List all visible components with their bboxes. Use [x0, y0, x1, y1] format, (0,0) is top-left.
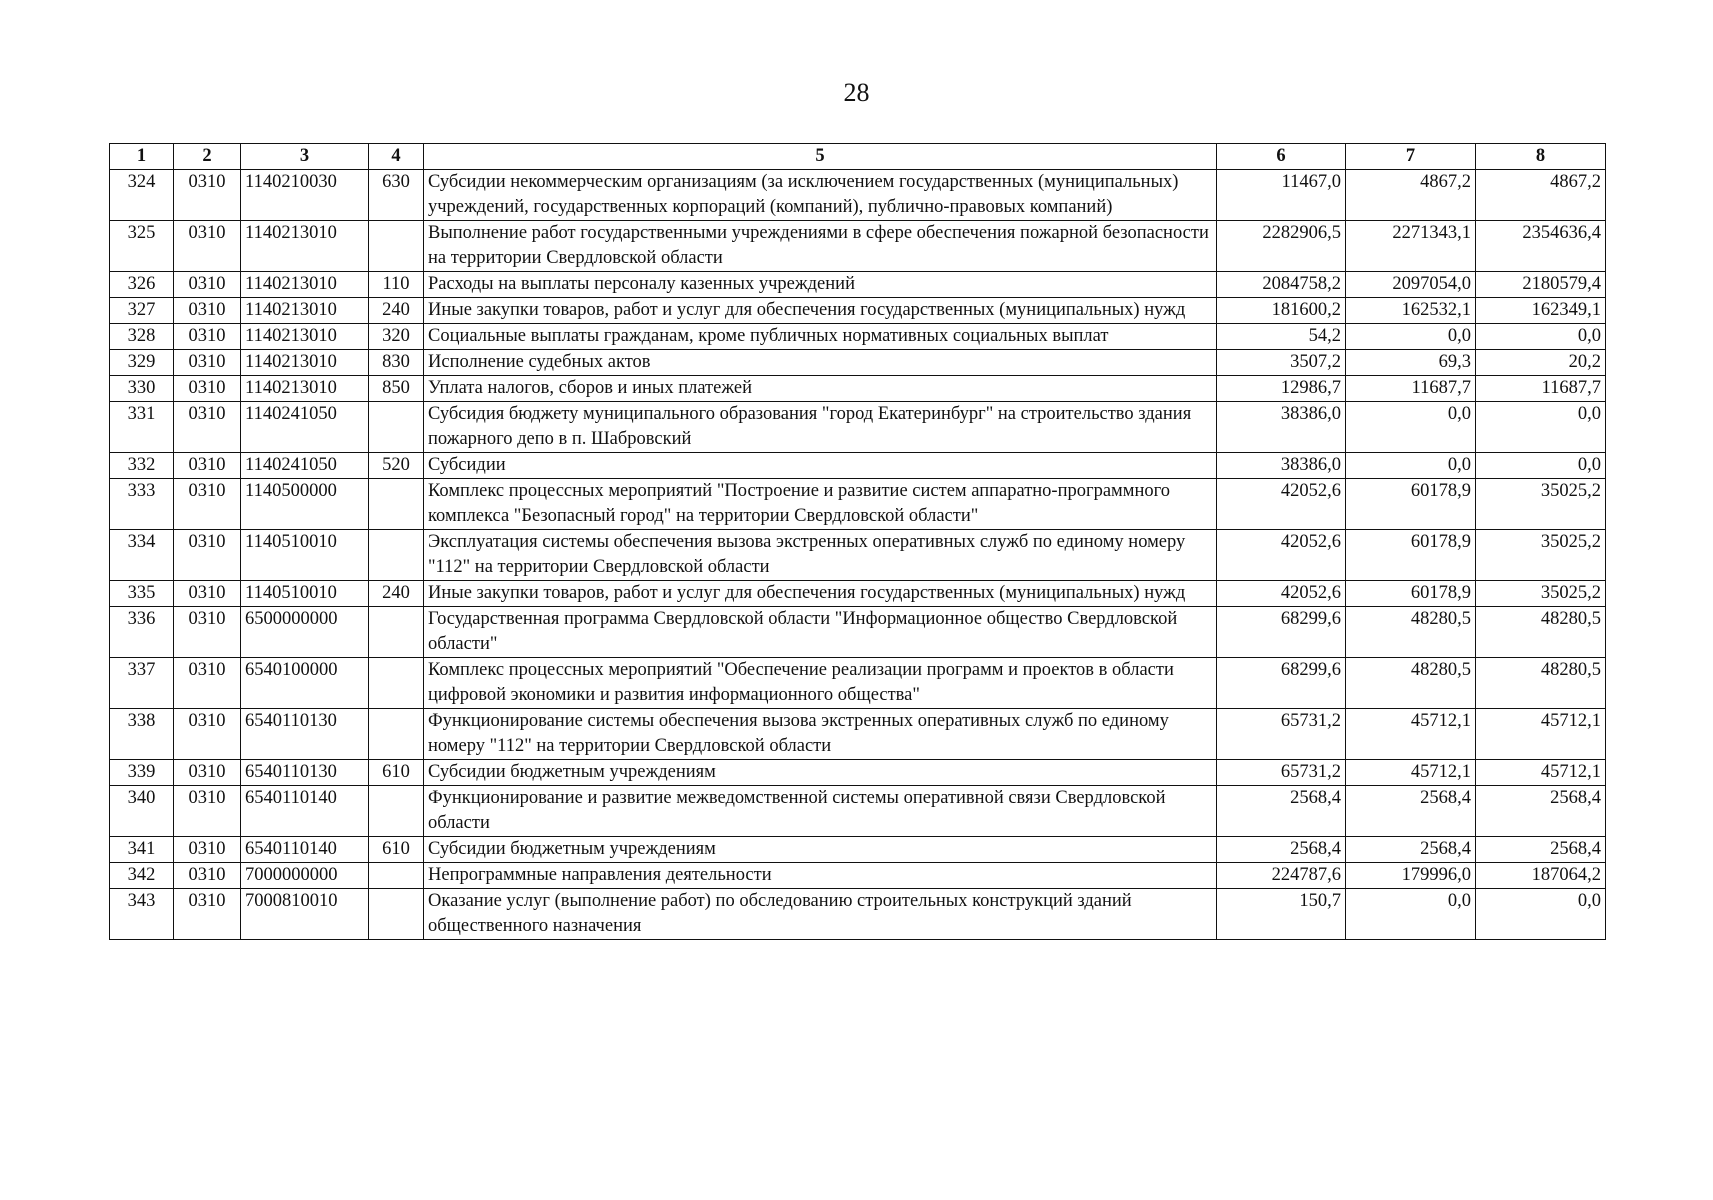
- target-code-cell: 1140213010: [241, 376, 369, 402]
- expense-kind-cell: 240: [369, 581, 424, 607]
- amount-col-6-cell: 181600,2: [1217, 298, 1346, 324]
- section-code-cell: 0310: [174, 272, 241, 298]
- amount-col-7-cell: 2568,4: [1346, 786, 1476, 837]
- table-row: [110, 324, 1606, 350]
- table-row: [110, 760, 1606, 786]
- amount-col-8-cell: 45712,1: [1476, 709, 1606, 760]
- header-col-5: 5: [424, 144, 1217, 170]
- amount-col-7-cell: 0,0: [1346, 402, 1476, 453]
- section-code-cell: 0310: [174, 760, 241, 786]
- item-name-cell: Социальные выплаты гражданам, кроме публичных нормативных социальных выплат: [424, 324, 1217, 350]
- table-row: [110, 453, 1606, 479]
- row-number-cell: 337: [110, 658, 174, 709]
- amount-col-6-cell: 2084758,2: [1217, 272, 1346, 298]
- table-row: [110, 889, 1606, 940]
- amount-col-7-cell: 179996,0: [1346, 863, 1476, 889]
- target-code-cell: 1140241050: [241, 453, 369, 479]
- expense-kind-cell: 240: [369, 298, 424, 324]
- amount-col-6-cell: 11467,0: [1217, 170, 1346, 221]
- item-name-cell: Комплекс процессных мероприятий "Обеспечение реализации программ и проектов в области цифровой экономики и развития информационного общества": [424, 658, 1217, 709]
- section-code-cell: 0310: [174, 658, 241, 709]
- amount-col-8-cell: 2180579,4: [1476, 272, 1606, 298]
- header-col-7: 7: [1346, 144, 1476, 170]
- target-code-cell: 7000000000: [241, 863, 369, 889]
- expense-kind-cell: 610: [369, 837, 424, 863]
- header-row: [110, 144, 1606, 170]
- item-name-cell: Эксплуатация системы обеспечения вызова экстренных оперативных служб по единому номеру "112" на территории Свердловской области: [424, 530, 1217, 581]
- amount-col-7-cell: 60178,9: [1346, 479, 1476, 530]
- section-code-cell: 0310: [174, 453, 241, 479]
- row-number-cell: 341: [110, 837, 174, 863]
- amount-col-8-cell: 35025,2: [1476, 530, 1606, 581]
- table-row: [110, 837, 1606, 863]
- amount-col-8-cell: 20,2: [1476, 350, 1606, 376]
- header-col-2: 2: [174, 144, 241, 170]
- target-code-cell: 6540110130: [241, 709, 369, 760]
- expense-kind-cell: [369, 402, 424, 453]
- item-name-cell: Иные закупки товаров, работ и услуг для обеспечения государственных (муниципальных) нужд: [424, 581, 1217, 607]
- item-name-cell: Государственная программа Свердловской области "Информационное общество Свердловской области": [424, 607, 1217, 658]
- target-code-cell: 1140241050: [241, 402, 369, 453]
- amount-col-8-cell: 2568,4: [1476, 837, 1606, 863]
- expense-kind-cell: 850: [369, 376, 424, 402]
- table-row: [110, 786, 1606, 837]
- amount-col-7-cell: 0,0: [1346, 453, 1476, 479]
- row-number-cell: 330: [110, 376, 174, 402]
- amount-col-8-cell: 162349,1: [1476, 298, 1606, 324]
- item-name-cell: Субсидии бюджетным учреждениям: [424, 760, 1217, 786]
- section-code-cell: 0310: [174, 479, 241, 530]
- amount-col-7-cell: 2568,4: [1346, 837, 1476, 863]
- section-code-cell: 0310: [174, 170, 241, 221]
- table-row: [110, 272, 1606, 298]
- table-row: [110, 607, 1606, 658]
- amount-col-8-cell: 11687,7: [1476, 376, 1606, 402]
- target-code-cell: 1140510010: [241, 530, 369, 581]
- amount-col-8-cell: 35025,2: [1476, 479, 1606, 530]
- target-code-cell: 1140213010: [241, 298, 369, 324]
- amount-col-6-cell: 3507,2: [1217, 350, 1346, 376]
- item-name-cell: Уплата налогов, сборов и иных платежей: [424, 376, 1217, 402]
- amount-col-6-cell: 65731,2: [1217, 760, 1346, 786]
- expense-kind-cell: [369, 863, 424, 889]
- table-body: [110, 170, 1606, 940]
- row-number-cell: 335: [110, 581, 174, 607]
- amount-col-6-cell: 38386,0: [1217, 453, 1346, 479]
- item-name-cell: Непрограммные направления деятельности: [424, 863, 1217, 889]
- amount-col-8-cell: 2354636,4: [1476, 221, 1606, 272]
- amount-col-8-cell: 2568,4: [1476, 786, 1606, 837]
- target-code-cell: 1140213010: [241, 324, 369, 350]
- expense-kind-cell: 830: [369, 350, 424, 376]
- target-code-cell: 1140510010: [241, 581, 369, 607]
- row-number-cell: 332: [110, 453, 174, 479]
- amount-col-7-cell: 60178,9: [1346, 581, 1476, 607]
- amount-col-8-cell: 0,0: [1476, 402, 1606, 453]
- page-number: 28: [843, 78, 870, 107]
- table-row: [110, 581, 1606, 607]
- header-col-1: 1: [110, 144, 174, 170]
- section-code-cell: 0310: [174, 607, 241, 658]
- amount-col-7-cell: 2097054,0: [1346, 272, 1476, 298]
- amount-col-6-cell: 54,2: [1217, 324, 1346, 350]
- row-number-cell: 326: [110, 272, 174, 298]
- target-code-cell: 1140210030: [241, 170, 369, 221]
- item-name-cell: Исполнение судебных актов: [424, 350, 1217, 376]
- item-name-cell: Субсидии: [424, 453, 1217, 479]
- expense-kind-cell: 520: [369, 453, 424, 479]
- amount-col-7-cell: 60178,9: [1346, 530, 1476, 581]
- target-code-cell: 6540110140: [241, 837, 369, 863]
- amount-col-8-cell: 48280,5: [1476, 607, 1606, 658]
- target-code-cell: 6500000000: [241, 607, 369, 658]
- section-code-cell: 0310: [174, 889, 241, 940]
- row-number-cell: 339: [110, 760, 174, 786]
- amount-col-6-cell: 68299,6: [1217, 658, 1346, 709]
- amount-col-7-cell: 48280,5: [1346, 658, 1476, 709]
- amount-col-7-cell: 11687,7: [1346, 376, 1476, 402]
- item-name-cell: Расходы на выплаты персоналу казенных учреждений: [424, 272, 1217, 298]
- section-code-cell: 0310: [174, 376, 241, 402]
- row-number-cell: 338: [110, 709, 174, 760]
- section-code-cell: 0310: [174, 402, 241, 453]
- table-row: [110, 863, 1606, 889]
- row-number-cell: 343: [110, 889, 174, 940]
- amount-col-7-cell: 0,0: [1346, 324, 1476, 350]
- amount-col-8-cell: 48280,5: [1476, 658, 1606, 709]
- target-code-cell: 1140500000: [241, 479, 369, 530]
- target-code-cell: 6540110140: [241, 786, 369, 837]
- row-number-cell: 324: [110, 170, 174, 221]
- target-code-cell: 6540110130: [241, 760, 369, 786]
- header-col-6: 6: [1217, 144, 1346, 170]
- table-row: [110, 658, 1606, 709]
- target-code-cell: 1140213010: [241, 350, 369, 376]
- amount-col-6-cell: 150,7: [1217, 889, 1346, 940]
- expense-kind-cell: 320: [369, 324, 424, 350]
- amount-col-7-cell: 45712,1: [1346, 760, 1476, 786]
- amount-col-6-cell: 2282906,5: [1217, 221, 1346, 272]
- amount-col-6-cell: 38386,0: [1217, 402, 1346, 453]
- item-name-cell: Субсидии некоммерческим организациям (за исключением государственных (муниципальных) учреждений, государственных корпораций (компаний), публично-правовых компаний): [424, 170, 1217, 221]
- amount-col-6-cell: 42052,6: [1217, 530, 1346, 581]
- amount-col-7-cell: 48280,5: [1346, 607, 1476, 658]
- item-name-cell: Субсидии бюджетным учреждениям: [424, 837, 1217, 863]
- table-row: [110, 298, 1606, 324]
- section-code-cell: 0310: [174, 324, 241, 350]
- table-row: [110, 376, 1606, 402]
- expense-kind-cell: [369, 530, 424, 581]
- expense-kind-cell: 110: [369, 272, 424, 298]
- amount-col-6-cell: 42052,6: [1217, 479, 1346, 530]
- amount-col-7-cell: 4867,2: [1346, 170, 1476, 221]
- table-row: [110, 709, 1606, 760]
- amount-col-7-cell: 0,0: [1346, 889, 1476, 940]
- amount-col-8-cell: 0,0: [1476, 889, 1606, 940]
- expense-kind-cell: [369, 607, 424, 658]
- section-code-cell: 0310: [174, 298, 241, 324]
- header-col-3: 3: [241, 144, 369, 170]
- amount-col-6-cell: 2568,4: [1217, 786, 1346, 837]
- expense-kind-cell: 610: [369, 760, 424, 786]
- amount-col-7-cell: 45712,1: [1346, 709, 1476, 760]
- section-code-cell: 0310: [174, 581, 241, 607]
- budget-table: [109, 143, 1606, 940]
- row-number-cell: 342: [110, 863, 174, 889]
- section-code-cell: 0310: [174, 863, 241, 889]
- amount-col-7-cell: 69,3: [1346, 350, 1476, 376]
- amount-col-6-cell: 224787,6: [1217, 863, 1346, 889]
- amount-col-6-cell: 68299,6: [1217, 607, 1346, 658]
- target-code-cell: 6540100000: [241, 658, 369, 709]
- table-row: [110, 402, 1606, 453]
- section-code-cell: 0310: [174, 709, 241, 760]
- row-number-cell: 336: [110, 607, 174, 658]
- row-number-cell: 329: [110, 350, 174, 376]
- table-row: [110, 221, 1606, 272]
- amount-col-8-cell: 35025,2: [1476, 581, 1606, 607]
- target-code-cell: 7000810010: [241, 889, 369, 940]
- row-number-cell: 328: [110, 324, 174, 350]
- table-row: [110, 350, 1606, 376]
- expense-kind-cell: 630: [369, 170, 424, 221]
- section-code-cell: 0310: [174, 530, 241, 581]
- expense-kind-cell: [369, 786, 424, 837]
- amount-col-6-cell: 42052,6: [1217, 581, 1346, 607]
- row-number-cell: 325: [110, 221, 174, 272]
- amount-col-8-cell: 45712,1: [1476, 760, 1606, 786]
- amount-col-6-cell: 2568,4: [1217, 837, 1346, 863]
- amount-col-8-cell: 0,0: [1476, 453, 1606, 479]
- table-row: [110, 479, 1606, 530]
- section-code-cell: 0310: [174, 350, 241, 376]
- expense-kind-cell: [369, 479, 424, 530]
- section-code-cell: 0310: [174, 786, 241, 837]
- row-number-cell: 340: [110, 786, 174, 837]
- expense-kind-cell: [369, 889, 424, 940]
- header-col-4: 4: [369, 144, 424, 170]
- section-code-cell: 0310: [174, 221, 241, 272]
- table-row: [110, 530, 1606, 581]
- item-name-cell: Субсидия бюджету муниципального образования "город Екатеринбург" на строительство здания пожарного депо в п. Шабровский: [424, 402, 1217, 453]
- amount-col-8-cell: 187064,2: [1476, 863, 1606, 889]
- expense-kind-cell: [369, 709, 424, 760]
- expense-kind-cell: [369, 658, 424, 709]
- amount-col-7-cell: 162532,1: [1346, 298, 1476, 324]
- row-number-cell: 327: [110, 298, 174, 324]
- item-name-cell: Функционирование системы обеспечения вызова экстренных оперативных служб по единому номеру "112" на территории Свердловской области: [424, 709, 1217, 760]
- amount-col-8-cell: 4867,2: [1476, 170, 1606, 221]
- table-row: [110, 170, 1606, 221]
- target-code-cell: 1140213010: [241, 272, 369, 298]
- amount-col-8-cell: 0,0: [1476, 324, 1606, 350]
- amount-col-7-cell: 2271343,1: [1346, 221, 1476, 272]
- section-code-cell: 0310: [174, 837, 241, 863]
- item-name-cell: Оказание услуг (выполнение работ) по обследованию строительных конструкций зданий общественного назначения: [424, 889, 1217, 940]
- row-number-cell: 331: [110, 402, 174, 453]
- item-name-cell: Комплекс процессных мероприятий "Построение и развитие систем аппаратно-программного комплекса "Безопасный город" на территории Свердловской области": [424, 479, 1217, 530]
- item-name-cell: Функционирование и развитие межведомственной системы оперативной связи Свердловской области: [424, 786, 1217, 837]
- amount-col-6-cell: 12986,7: [1217, 376, 1346, 402]
- row-number-cell: 334: [110, 530, 174, 581]
- expense-kind-cell: [369, 221, 424, 272]
- header-col-8: 8: [1476, 144, 1606, 170]
- row-number-cell: 333: [110, 479, 174, 530]
- amount-col-6-cell: 65731,2: [1217, 709, 1346, 760]
- target-code-cell: 1140213010: [241, 221, 369, 272]
- item-name-cell: Выполнение работ государственными учреждениями в сфере обеспечения пожарной безопасности на территории Свердловской области: [424, 221, 1217, 272]
- item-name-cell: Иные закупки товаров, работ и услуг для обеспечения государственных (муниципальных) нужд: [424, 298, 1217, 324]
